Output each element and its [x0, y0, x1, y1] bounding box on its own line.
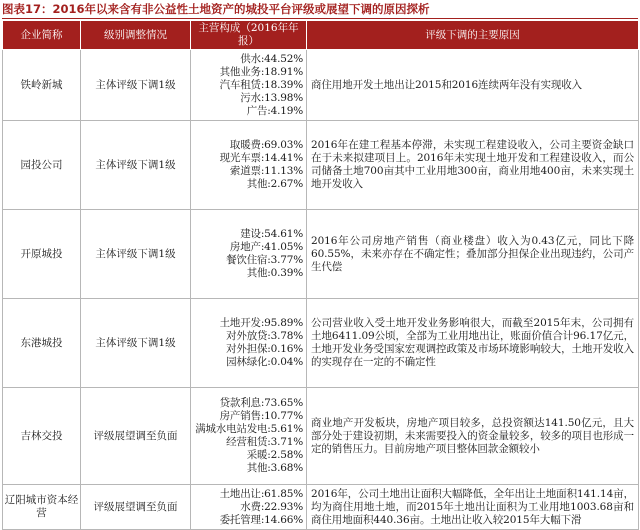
composition-cell — [191, 388, 307, 485]
composition-item: 对外放贷:3.78% — [226, 330, 303, 342]
company-name: 吉林交投 — [3, 388, 81, 485]
header-adjustment: 级别调整情况 — [81, 21, 191, 50]
composition-item: 房产销售:10.77% — [219, 410, 303, 422]
header-composition: 主营构成（2016年年报） — [191, 21, 307, 50]
composition-item: 对外担保:0.16% — [226, 343, 303, 355]
rating-table — [2, 20, 639, 530]
composition-item: 采暖:2.58% — [246, 449, 303, 461]
composition-item: 房地产:41.05% — [229, 241, 303, 253]
composition-item: 经营租赁:3.71% — [226, 436, 303, 448]
composition-item: 园林绿化:0.04% — [226, 356, 303, 368]
composition-cell — [191, 121, 307, 210]
composition-item: 其他:0.39% — [246, 267, 303, 279]
composition-item: 土地开发:95.89% — [219, 317, 303, 329]
composition-item: 委托管理:14.66% — [219, 513, 303, 526]
header-company: 企业简称 — [3, 21, 81, 50]
header-reason: 评级下调的主要原因 — [307, 21, 639, 50]
composition-item: 餐饮住宿:3.77% — [226, 254, 303, 266]
downgrade-reason: 商业地产开发板块，房地产项目较多，总投资额达141.50亿元，且大部分处于建设初期，未来需要投入的资金量较多，较多的项目也形成一定的销售压力。目前房地产项目整体回款金额较小 — [307, 388, 639, 485]
composition-item: 水费:22.93% — [240, 500, 303, 513]
company-name: 辽阳城市资本经营 — [3, 485, 81, 530]
composition-cell — [191, 299, 307, 388]
downgrade-reason: 2016年公司房地产销售（商业楼盘）收入为0.43亿元，同比下降60.55%，未来亦存在不确定性；叠加部分担保企业出现违约，公司产生代偿 — [307, 210, 639, 299]
company-name: 铁岭新城 — [3, 50, 81, 121]
header-row — [3, 21, 639, 50]
table-row — [3, 388, 639, 485]
rating-adjustment: 主体评级下调1级 — [81, 50, 191, 121]
composition-item: 取暖费:69.03% — [229, 139, 303, 151]
composition-item: 贷款利息:73.65% — [219, 397, 303, 409]
rating-adjustment: 主体评级下调1级 — [81, 210, 191, 299]
composition-item: 其他业务:18.91% — [219, 65, 303, 78]
composition-cell — [191, 210, 307, 299]
composition-item: 其他:2.67% — [246, 178, 303, 190]
company-name: 园投公司 — [3, 121, 81, 210]
company-name: 开原城投 — [3, 210, 81, 299]
composition-item: 广告:4.19% — [246, 104, 303, 117]
downgrade-reason: 商住用地开发土地出让2015和2016连续两年没有实现收入 — [307, 50, 639, 121]
downgrade-reason: 2016年，公司土地出让面积大幅降低，全年出让土地面积141.14亩，均为商住用地土地，而2015年土地出让面积为工业用地1003.68亩和商住用地面积440.36亩。土地出让收入较2015年大幅下滑 — [307, 485, 639, 530]
table-row — [3, 210, 639, 299]
composition-cell — [191, 50, 307, 121]
rating-adjustment: 主体评级下调1级 — [81, 121, 191, 210]
composition-item: 供水:44.52% — [240, 52, 303, 65]
company-name: 东港城投 — [3, 299, 81, 388]
table-row — [3, 299, 639, 388]
composition-item: 汽车租赁:18.39% — [219, 78, 303, 91]
table-row — [3, 121, 639, 210]
rating-adjustment: 评级展望调至负面 — [81, 485, 191, 530]
table-row — [3, 50, 639, 121]
table-row — [3, 485, 639, 530]
figure-title: 图表17：2016年以来含有非公益性土地资产的城投平台评级或展望下调的原因探析 — [2, 0, 638, 19]
composition-item: 满城水电站发电:5.61% — [195, 423, 303, 435]
composition-item: 其他:3.68% — [246, 462, 303, 474]
composition-item: 建设:54.61% — [240, 228, 303, 240]
composition-cell — [191, 485, 307, 530]
composition-item: 现光车票:14.41% — [219, 152, 303, 164]
composition-item: 土地出让:61.85% — [219, 487, 303, 500]
rating-adjustment: 主体评级下调1级 — [81, 299, 191, 388]
composition-item: 污水:13.98% — [240, 91, 303, 104]
composition-item: 索道票:11.13% — [229, 165, 303, 177]
downgrade-reason: 2016年在建工程基本停滞，未实现工程建设收入，公司主要资金缺口在于未来拟建项目上。2016年未实现土地开发和工程建设收入，而公司储备土地700亩其中工业用地300亩，商业用地400亩，未来实现土地开发收入 — [307, 121, 639, 210]
rating-adjustment: 评级展望调至负面 — [81, 388, 191, 485]
downgrade-reason: 公司营业收入受土地开发业务影响很大，而截至2015年末，公司拥有土地6411.09公顷，全部为工业用地出让，账面价值合计96.17亿元，土地开发业务受国家宏观调控政策及市场环境影响较大，土地开发收入的实现存在一定的不确定性 — [307, 299, 639, 388]
